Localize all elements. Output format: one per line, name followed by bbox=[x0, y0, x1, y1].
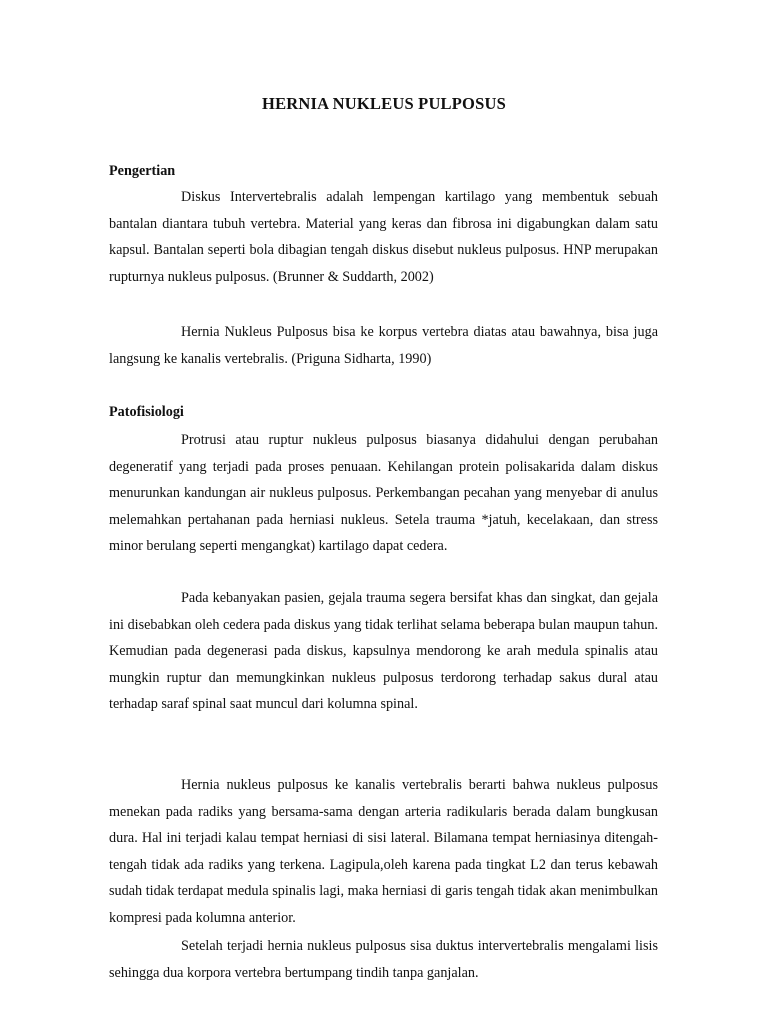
paragraph-patofisiologi-4: Setelah terjadi hernia nukleus pulposus sisa duktus intervertebralis mengalami lisis sehingga dua korpora vertebra bertumpang tindih tanpa ganjalan. bbox=[109, 938, 658, 981]
section-heading-patofisiologi: Patofisiologi bbox=[109, 404, 184, 420]
paragraph-pengertian-1: Diskus Intervertebralis adalah lempengan kartilago yang membentuk sebuah bantalan diantara tubuh vertebra. Material yang keras dan fibrosa ini digabungkan dalam satu kapsul. Bantalan seperti bola dibagian tengah diskus disebut nukleus pulposus. HNP merupakan rupturnya nukleus pulposus. (Brunner & Suddarth, 2002) bbox=[109, 189, 658, 285]
paragraph-patofisiologi-1: Protrusi atau ruptur nukleus pulposus biasanya didahului dengan perubahan degeneratif yang terjadi pada proses penuaan. Kehilangan protein polisakarida dalam diskus menurunkan kandungan air nukleus pulposus. Perkembangan pecahan yang menyebar di anulus melemahkan pertahanan pada herniasi nukleus. Setela trauma *jatuh, kecelakaan, dan stress minor berulang seperti mengangkat) kartilago dapat cedera. bbox=[109, 432, 658, 554]
paragraph-patofisiologi-3: Hernia nukleus pulposus ke kanalis vertebralis berarti bahwa nukleus pulposus menekan pada radiks yang bersama-sama dengan arteria radikularis berada dalam bungkusan dura. Hal ini terjadi kalau tempat herniasi di sisi lateral. Bilamana tempat herniasinya ditengah-tengah tidak ada radiks yang terkena. Lagipula,oleh karena pada tingkat L2 dan terus kebawah sudah tidak terdapat medula spinalis lagi, maka herniasi di garis tengah tidak akan menimbulkan kompresi pada kolumna anterior. bbox=[109, 777, 658, 926]
section-heading-pengertian: Pengertian bbox=[109, 163, 176, 179]
paragraph-patofisiologi-2: Pada kebanyakan pasien, gejala trauma segera bersifat khas dan singkat, dan gejala ini disebabkan oleh cedera pada diskus yang tidak terlihat selama beberapa bulan maupun tahun. Kemudian pada degenerasi pada diskus, kapsulnya mendorong ke arah medula spinalis atau mungkin ruptur dan memungkinkan nukleus pulposus terdorong terhadap sakus dural atau terhadap saraf spinal saat muncul dari kolumna spinal. bbox=[109, 590, 658, 712]
document-title: HERNIA NUKLEUS PULPOSUS bbox=[262, 94, 506, 113]
paragraph-pengertian-2: Hernia Nukleus Pulposus bisa ke korpus vertebra diatas atau bawahnya, bisa juga langsung ke kanalis vertebralis. (Priguna Sidharta, 1990) bbox=[109, 324, 658, 367]
